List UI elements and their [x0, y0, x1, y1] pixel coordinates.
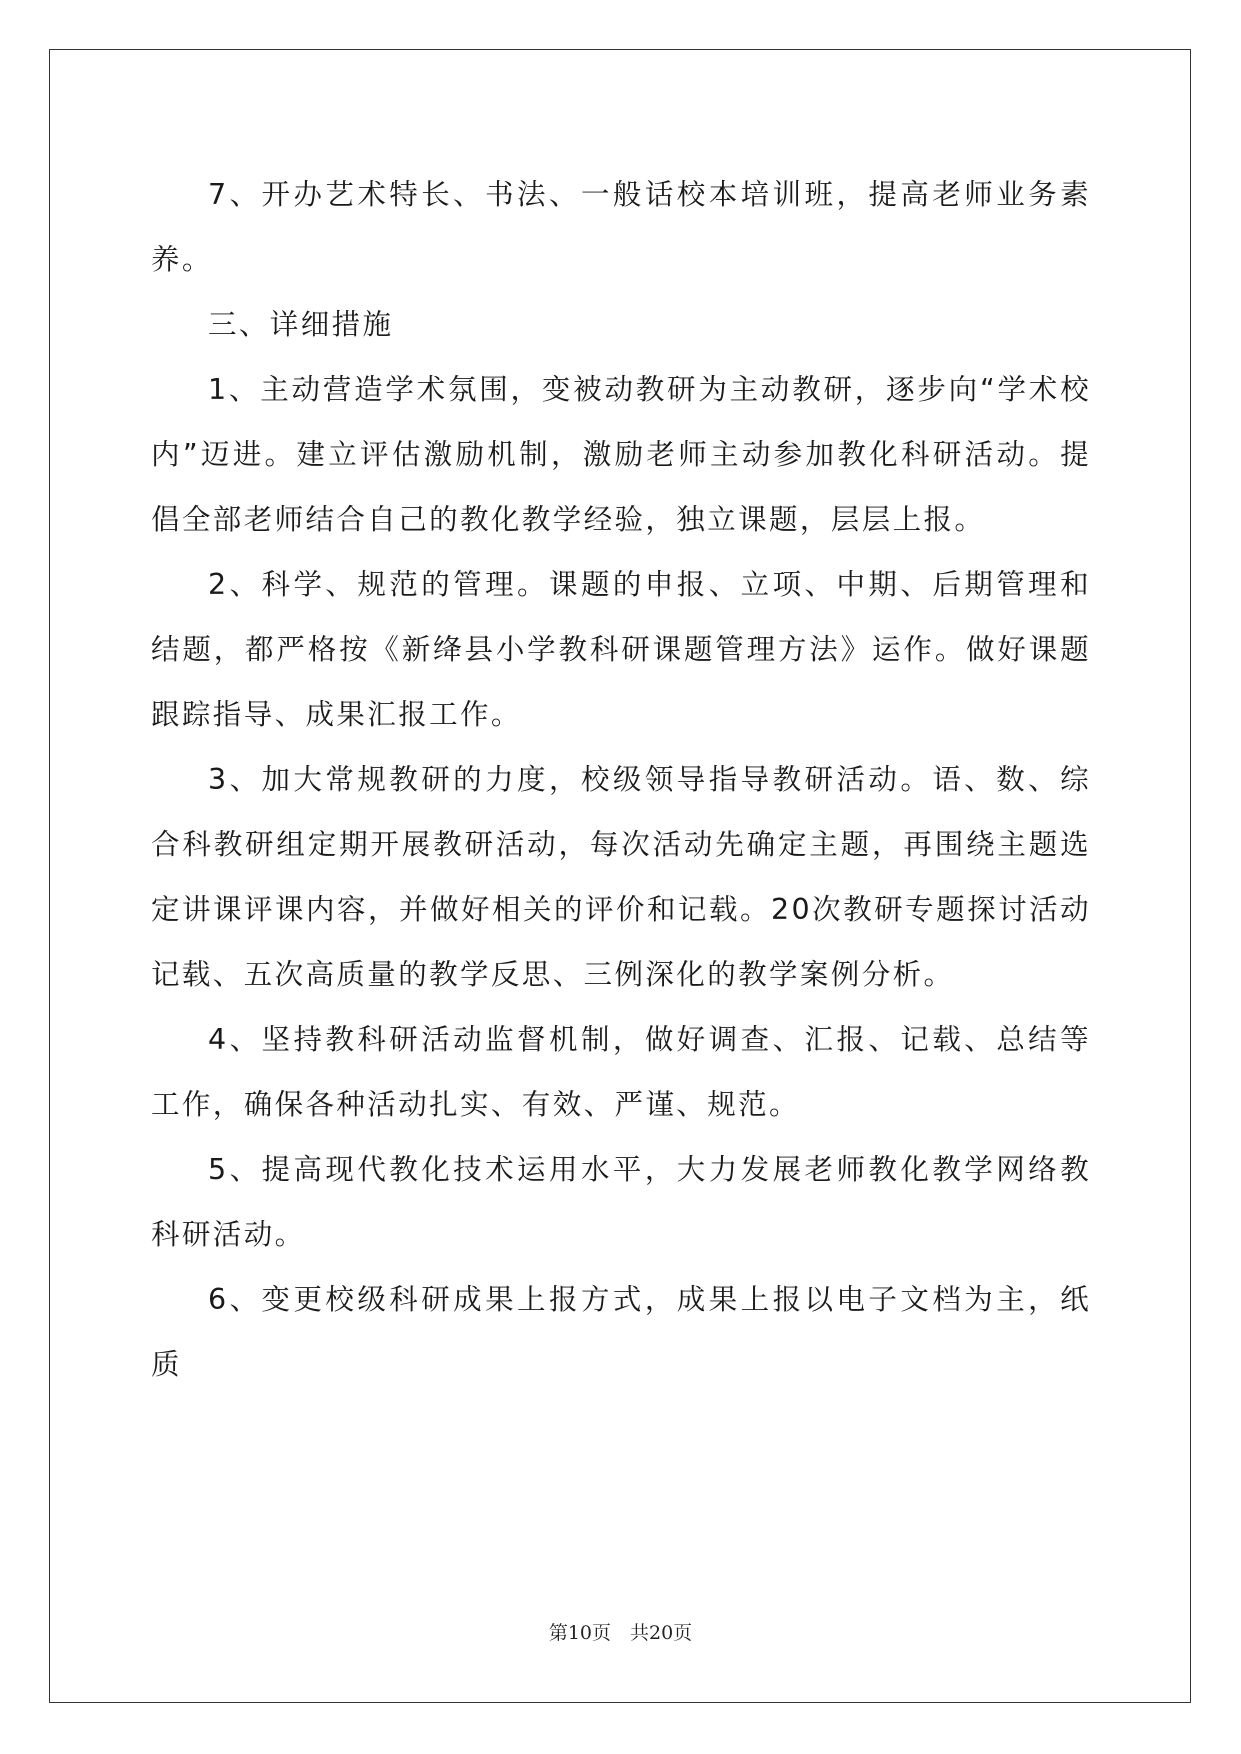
- paragraph-measure-2: 2、科学、规范的管理。课题的申报、立项、中期、后期管理和结题，都严格按《新绛县小学教科研课题管理方法》运作。做好课题跟踪指导、成果汇报工作。: [151, 568, 1091, 731]
- paragraph-measure-4: 4、坚持教科研活动监督机制，做好调查、汇报、记载、总结等工作，确保各种活动扎实、有效、严谨、规范。: [151, 1023, 1091, 1121]
- document-body: [151, 162, 1091, 1397]
- paragraph-measure-1: 1、主动营造学术氛围，变被动教研为主动教研，逐步向“学术校内”迈进。建立评估激励机制，激励老师主动参加教化科研活动。提倡全部老师结合自己的教化教学经验，独立课题，层层上报。: [151, 373, 1091, 536]
- page-number-footer: 第10页 共20页: [548, 1622, 693, 1644]
- paragraph-item-7: 7、开办艺术特长、书法、一般话校本培训班，提高老师业务素养。: [151, 178, 1091, 276]
- paragraph-measure-5: 5、提高现代教化技术运用水平，大力发展老师教化教学网络教科研活动。: [151, 1153, 1091, 1251]
- paragraph-measure-6: 6、变更校级科研成果上报方式，成果上报以电子文档为主，纸质: [151, 1283, 1091, 1381]
- section-heading-measures: 三、详细措施: [208, 308, 394, 341]
- paragraph-measure-3: 3、加大常规教研的力度，校级领导指导教研活动。语、数、综合科教研组定期开展教研活动，每次活动先确定主题，再围绕主题选定讲课评课内容，并做好相关的评价和记载。20次教研专题探讨活动记载、五次高质量的教学反思、三例深化的教学案例分析。: [151, 763, 1091, 991]
